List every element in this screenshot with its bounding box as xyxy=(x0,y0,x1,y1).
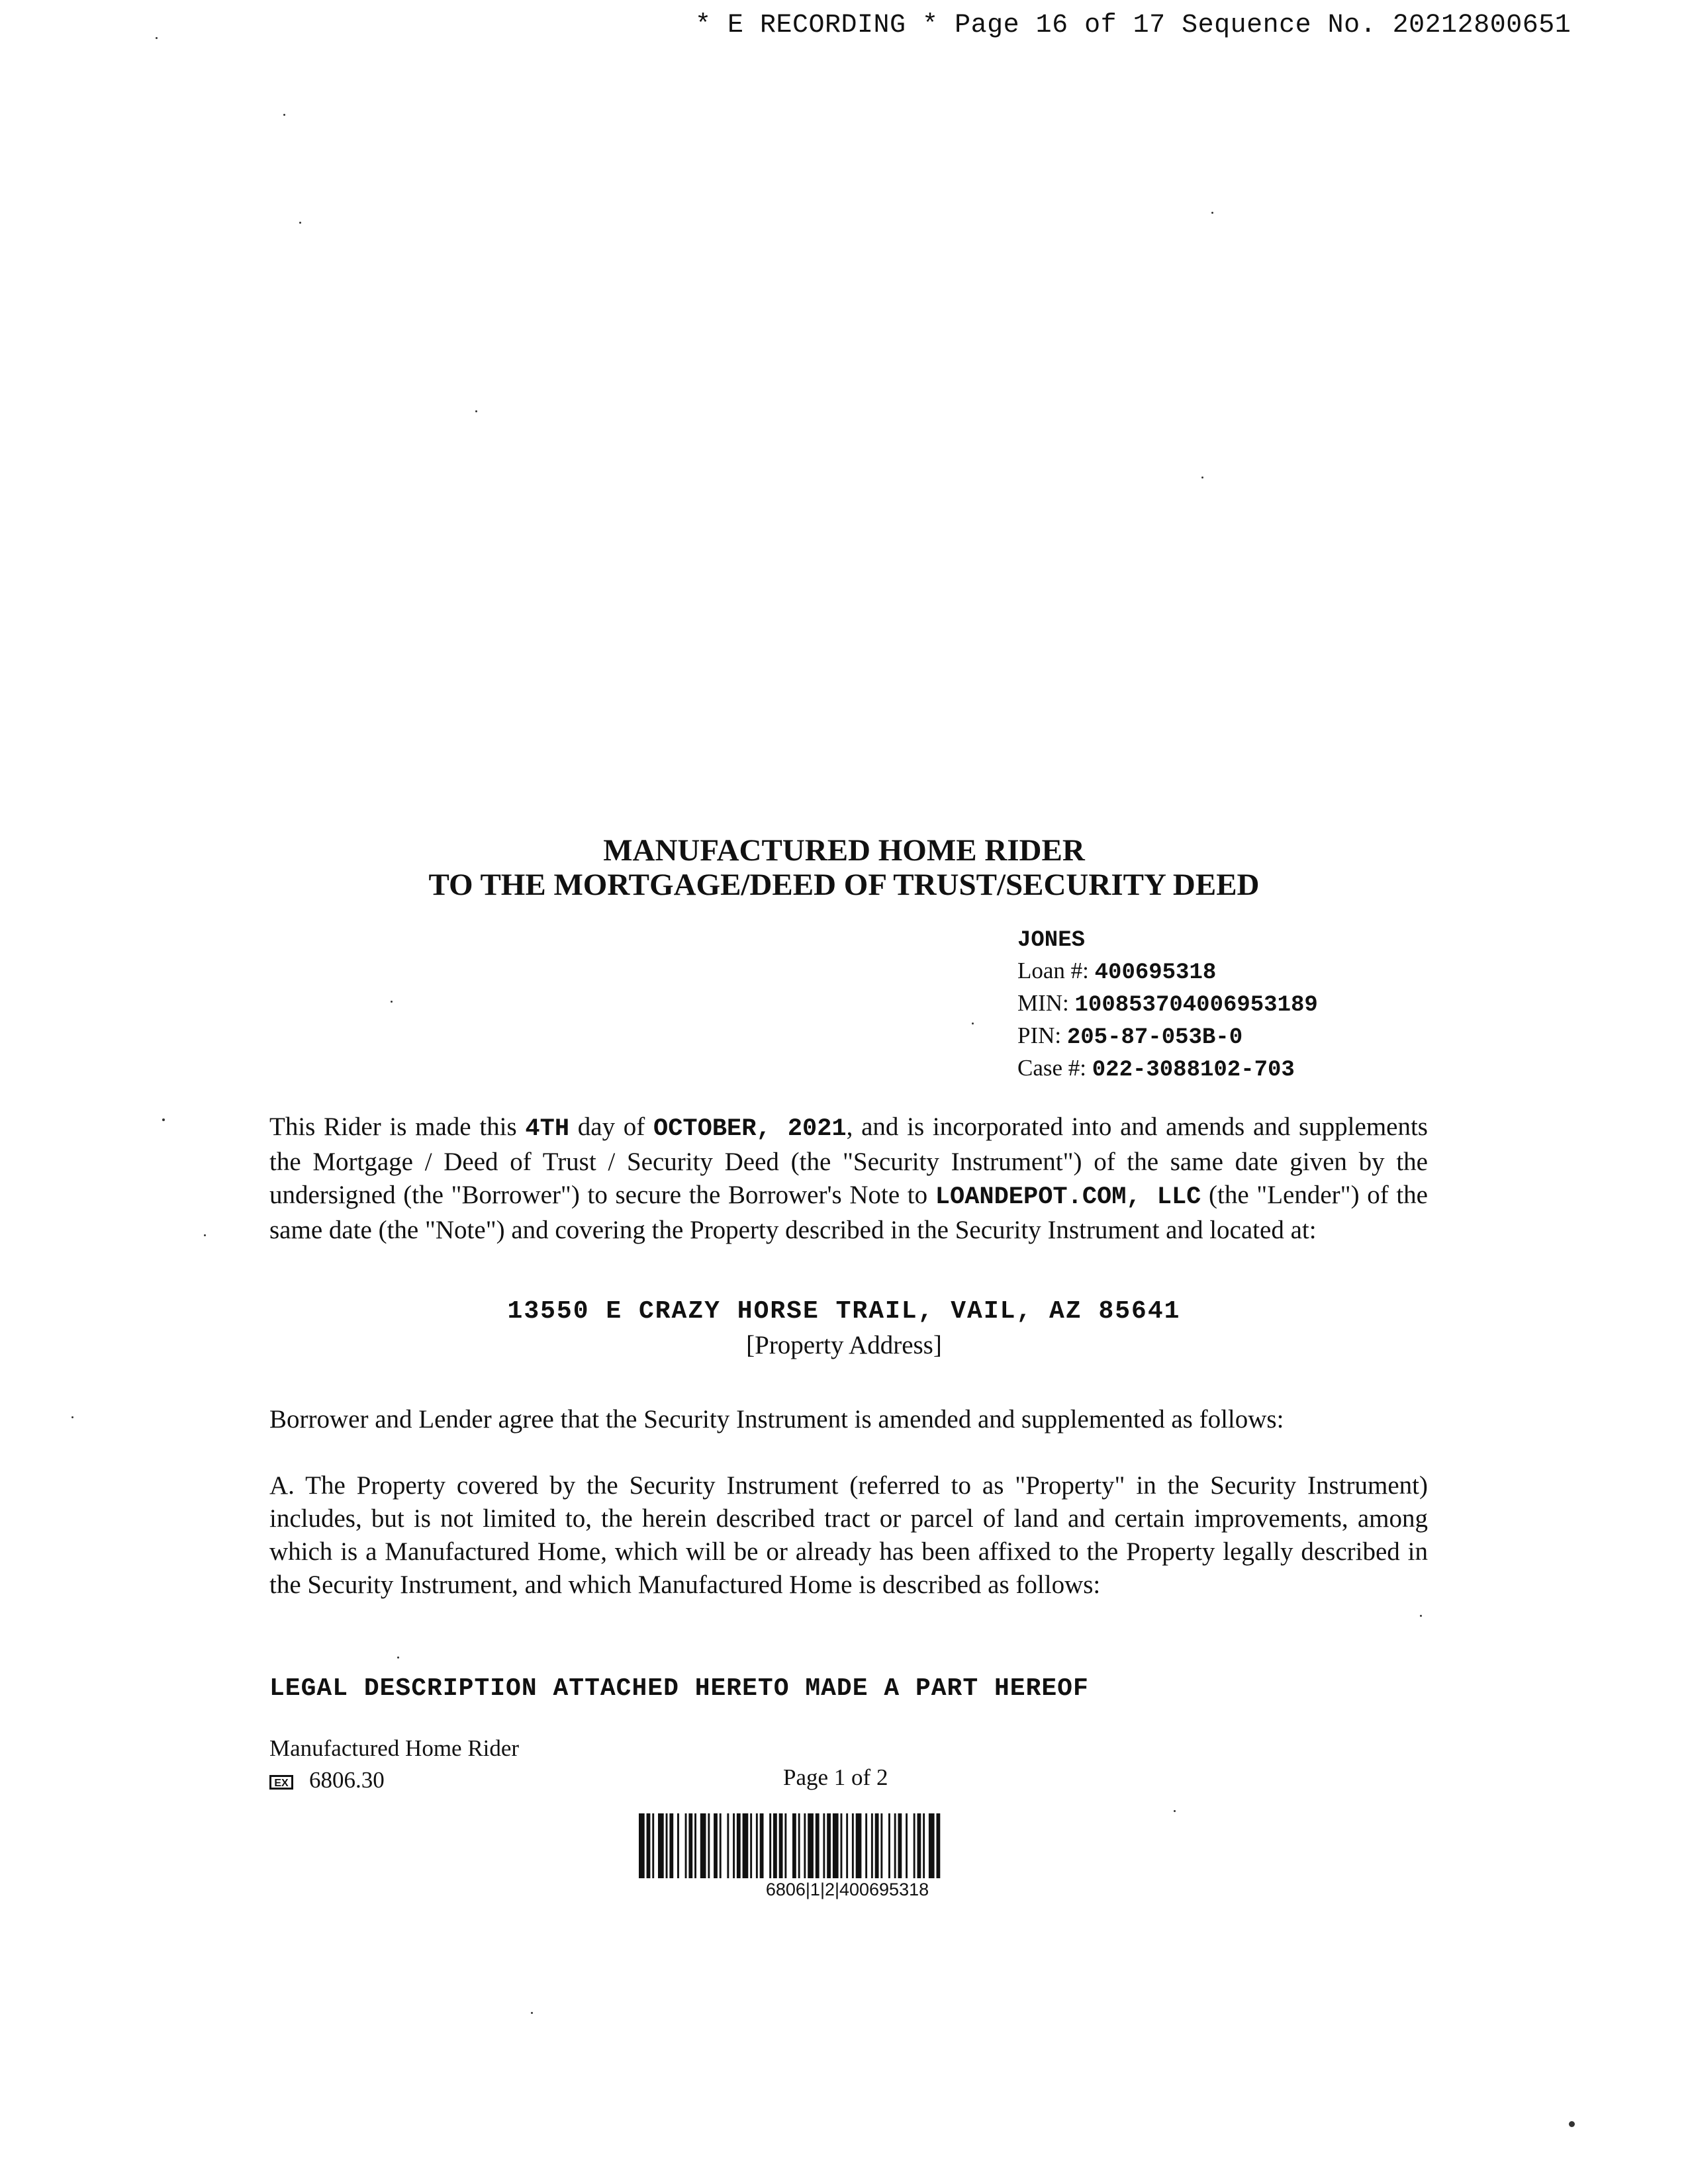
barcode-bar xyxy=(750,1813,752,1878)
barcode-bar xyxy=(804,1813,806,1878)
barcode-bar xyxy=(647,1813,651,1878)
barcode-bar xyxy=(792,1813,796,1878)
barcode-bar xyxy=(888,1813,890,1878)
barcode-bar xyxy=(700,1813,706,1878)
barcode-bar xyxy=(720,1813,722,1878)
barcode-bar xyxy=(846,1813,848,1878)
barcode-bar xyxy=(841,1813,843,1878)
scan-speck xyxy=(972,1023,974,1024)
scan-speck xyxy=(1420,1615,1422,1617)
case-number: Case #: 022-3088102-703 xyxy=(1017,1055,1295,1083)
borrower-name: JONES xyxy=(1017,928,1086,953)
barcode-bar xyxy=(875,1813,879,1878)
barcode-bar xyxy=(816,1813,820,1878)
barcode-bar xyxy=(808,1813,814,1878)
scan-speck xyxy=(1211,212,1213,214)
barcode-bar xyxy=(666,1813,668,1878)
barcode-bar xyxy=(652,1813,654,1878)
barcode-number: 6806|1|2|400695318 xyxy=(765,1880,929,1899)
barcode-bar xyxy=(658,1813,664,1878)
scan-speck xyxy=(204,1234,206,1236)
barcode-bar xyxy=(708,1813,710,1878)
barcode-bar xyxy=(880,1813,882,1878)
document-title: MANUFACTURED HOME RIDER xyxy=(603,833,1085,868)
barcode-bar xyxy=(798,1813,800,1878)
barcode-bar xyxy=(688,1813,692,1878)
barcode-bar xyxy=(733,1813,735,1878)
property-address-caption: [Property Address] xyxy=(746,1331,942,1359)
barcode-bar xyxy=(769,1813,771,1878)
barcode-bar xyxy=(714,1813,718,1878)
property-address: 13550 E CRAZY HORSE TRAIL, VAIL, AZ 85641 xyxy=(507,1297,1181,1326)
barcode-bar xyxy=(773,1813,777,1878)
barcode-bar xyxy=(929,1813,935,1878)
barcode-bar xyxy=(694,1813,696,1878)
barcode-bar xyxy=(639,1813,645,1878)
scan-speck xyxy=(531,2012,533,2014)
scan-speck xyxy=(162,1118,165,1121)
barcode-bar xyxy=(737,1813,741,1878)
barcode-bar xyxy=(779,1813,783,1878)
scan-speck xyxy=(391,1001,393,1003)
form-name: Manufactured Home Rider xyxy=(269,1735,520,1761)
barcode-bar xyxy=(923,1813,925,1878)
scan-speck xyxy=(299,222,301,224)
rider-day: 4TH xyxy=(525,1115,570,1143)
agreement-paragraph: Borrower and Lender agree that the Security Instrument is amended and supplemented as follows: xyxy=(269,1405,1284,1433)
barcode-bar xyxy=(898,1813,902,1878)
barcode-bar xyxy=(727,1813,729,1878)
section-a-paragraph: A. The Property covered by the Security Instrument (referred to as "Property" in the Security Instrument) includes, but is not limited to, the herein described tract or parcel of land and certain improvements, among which is a Manufactured Home, which will be or already has been affixed to the Property legally described in the Security Instrument, and which Manufactured Home is described as follows: xyxy=(269,1471,1428,1599)
scan-speck xyxy=(283,114,285,116)
barcode-bar xyxy=(669,1813,673,1878)
barcode-bar xyxy=(743,1813,749,1878)
scan-speck xyxy=(397,1657,399,1659)
barcode-bar xyxy=(937,1813,941,1878)
barcode-bar xyxy=(827,1813,831,1878)
form-number: 6806.30 xyxy=(309,1767,385,1793)
barcode-bar xyxy=(760,1813,764,1878)
legal-description: LEGAL DESCRIPTION ATTACHED HERETO MADE A PART HEREOF xyxy=(269,1674,1089,1703)
scan-speck xyxy=(475,410,477,412)
intro-paragraph: This Rider is made this 4TH day of OCTOBER, 2021, and is incorporated into and amends and supplements the Mortgage / Deed of Trust / Security Deed (the "Security Instrument") of the same date given by the undersigned (the "Borrower") to secure the Borrower's Note to LOANDEPOT.COM, LLC (the "Lender") of the same date (the "Note") and covering the Property described in the Security Instrument and located at: xyxy=(269,1113,1428,1244)
barcode-bar xyxy=(917,1813,921,1878)
scan-speck xyxy=(1174,1810,1176,1812)
scan-speck xyxy=(71,1416,73,1418)
scan-speck xyxy=(156,37,158,39)
rider-month-year: OCTOBER, 2021 xyxy=(653,1115,847,1143)
barcode-icon xyxy=(639,1813,1056,1878)
pin-number: PIN: 205-87-053B-0 xyxy=(1017,1023,1243,1050)
barcode-bar xyxy=(756,1813,758,1878)
barcode-bar xyxy=(784,1813,786,1878)
form-number-line xyxy=(269,1764,519,1796)
recording-header: * E RECORDING * Page 16 of 17 Sequence No. 20212800651 xyxy=(695,11,1571,40)
scan-speck xyxy=(1201,477,1203,478)
barcode-bar xyxy=(894,1813,896,1878)
barcode-bar xyxy=(852,1813,854,1878)
barcode-bar xyxy=(856,1813,862,1878)
form-footer xyxy=(269,1733,519,1796)
lender-name: LOANDEPOT.COM, LLC xyxy=(935,1183,1201,1211)
barcode-bar xyxy=(871,1813,873,1878)
barcode-bar xyxy=(833,1813,839,1878)
min-number: MIN: 100853704006953189 xyxy=(1017,990,1318,1018)
barcode-bar xyxy=(677,1813,679,1878)
loan-reference-block xyxy=(1017,923,1318,1085)
barcode-bar xyxy=(823,1813,825,1878)
barcode-bar xyxy=(865,1813,867,1878)
barcode-bar xyxy=(914,1813,915,1878)
loan-number: Loan #: 400695318 xyxy=(1017,958,1217,985)
scan-speck xyxy=(1569,2121,1575,2127)
ex-form-icon: EX xyxy=(269,1775,293,1790)
barcode-bar xyxy=(906,1813,908,1878)
document-subtitle: TO THE MORTGAGE/DEED OF TRUST/SECURITY DEED xyxy=(428,868,1260,902)
page-number: Page 1 of 2 xyxy=(783,1764,888,1790)
barcode-bar xyxy=(685,1813,687,1878)
